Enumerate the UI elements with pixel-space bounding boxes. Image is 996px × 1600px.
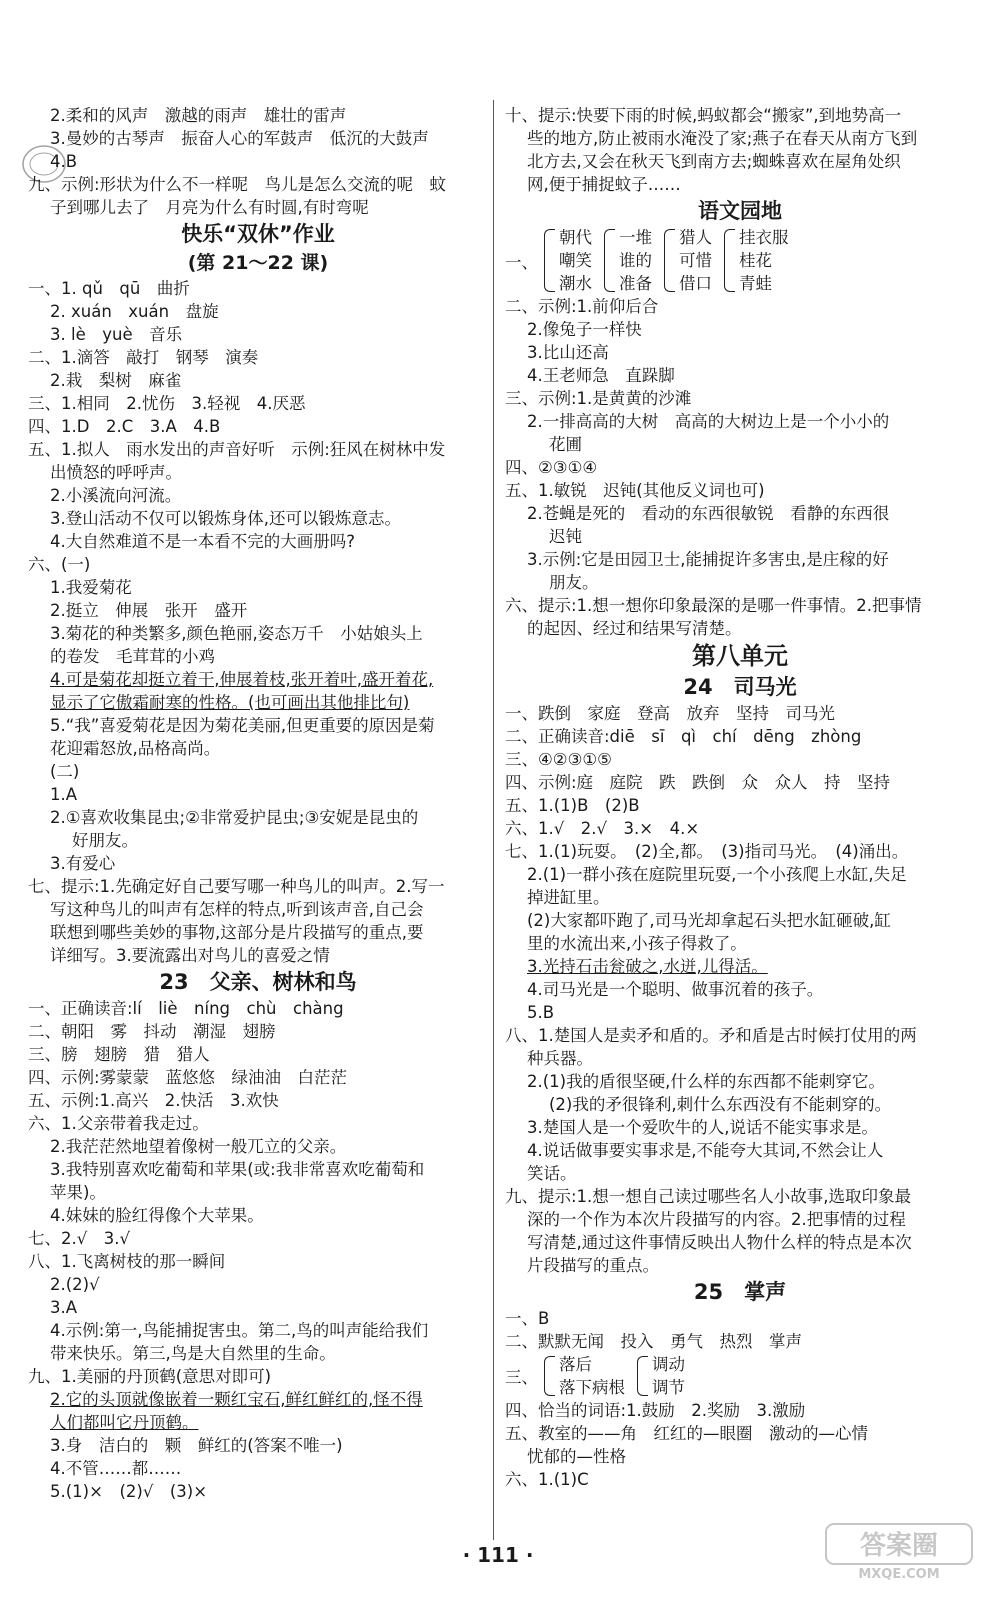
answer-line: 二、默默无闻 投入 勇气 热烈 掌声 [505,1332,802,1351]
watermark-logo-icon [824,1520,974,1582]
word-group-column [652,1353,685,1399]
answer-line: 种兵器。 [527,1049,593,1068]
group-word: 嘲笑 [559,251,592,270]
answer-line: 3.我特别喜欢吃葡萄和苹果(或:我非常喜欢吃葡萄和 [50,1160,425,1179]
answer-line: 2.挺立 伸展 张开 盛开 [50,601,248,620]
answer-line: 2.栽 梨树 麻雀 [50,371,182,390]
answer-line: 七、1.(1)玩耍。 (2)全,都。 (3)指司马光。 (4)涌出。 [505,842,909,861]
answer-line: 一、1. qǔ qū 曲折 [28,279,190,298]
answer-line: 2.①喜欢收集昆虫;②非常爱护昆虫;③安妮是昆虫的 [50,808,419,827]
answer-line: 显示了它傲霜耐寒的性格。(也可画出其他排比句) [50,693,410,712]
section-heading: 23 父亲、树林和鸟 [159,970,357,994]
answer-line: 四、②③①④ [505,458,598,477]
section-heading: 25 掌声 [693,1280,787,1304]
word-group [505,226,975,295]
word-group-column [559,1353,625,1399]
answer-line: 花圃 [549,435,582,454]
answer-line: 六、1.√ 2.√ 3.× 4.× [505,819,700,838]
answer-line: 三、④②③①⑤ [505,750,612,769]
watermark-url: MXQE.COM [858,1567,940,1582]
answer-line: 八、1.飞离树枝的那一瞬间 [28,1252,226,1271]
answer-line: 四、示例:雾蒙蒙 蓝悠悠 绿油油 白茫茫 [28,1068,348,1087]
answer-line: 一、B [505,1309,550,1328]
answer-line: 3.菊花的种类繁多,颜色艳丽,姿态万千 小姑娘头上 [50,624,423,643]
group-word: 挂衣服 [739,228,789,247]
left-column [28,104,488,1503]
section-heading: 24 司马光 [683,675,797,699]
group-word: 可惜 [679,251,712,270]
section-heading: (第 21～22 课) [187,252,329,274]
right-column [505,104,975,1491]
answer-line: 六、提示:1.想一想你印象最深的是哪一件事情。2.把事情 [505,596,922,615]
answer-line: 花迎霜怒放,品格高尚。 [50,739,221,758]
answer-line: 3.光持石击瓮破之,水迸,儿得活。 [527,957,768,976]
answer-line: 五、1.敏锐 迟钝(其他反义词也可) [505,481,765,500]
section-heading: 快乐“双休”作业 [181,222,335,246]
answer-line: 4.王老师急 直跺脚 [527,366,675,385]
answer-line: 北方去,又会在秋天飞到南方去;蜘蛛喜欢在屋角处织 [527,152,901,171]
answer-line: 的卷发 毛茸茸的小鸡 [50,647,215,666]
answer-line: 3. lè yuè 音乐 [50,325,183,344]
answer-line: 十、提示:快要下雨的时候,蚂蚁都会“搬家”,到地势高一 [505,106,902,125]
answer-line: 四、示例:庭 庭院 跌 跌倒 众 众人 持 坚持 [505,773,891,792]
unit-title: 第八单元 [692,642,788,670]
answer-line: 5.“我”喜爱菊花是因为菊花美丽,但更重要的原因是菊 [50,716,435,735]
group-word: 青蛙 [739,274,772,293]
answer-line: 迟钝 [549,527,582,546]
answer-line: 2.(1)一群小孩在庭院里玩耍,一个小孩爬上水缸,失足 [527,865,907,884]
answer-line: 3.有爱心 [50,854,116,873]
answer-line: 3.身 洁白的 颗 鲜红的(答案不唯一) [50,1436,343,1455]
answer-line: 3.登山活动不仅可以锻炼身体,还可以锻炼意志。 [50,509,401,528]
answer-line: 4.妹妹的脸红得像个大苹果。 [50,1206,264,1225]
watermark-text: 答案圈 [859,1531,939,1561]
brace-icon [664,229,675,292]
answer-line: 3.示例:它是田园卫士,能捕捉许多害虫,是庄稼的好 [527,550,889,569]
section-heading: 语文园地 [698,199,782,223]
answer-line: 写这种鸟儿的叫声有怎样的特点,听到该声音,自己会 [50,900,424,919]
answer-line: 五、教室的——角 红红的—眼圈 激动的—心情 [505,1424,868,1443]
word-group [505,1353,975,1399]
answer-line: 2.它的头顶就像嵌着一颗红宝石,鲜红鲜红的,怪不得 [50,1390,423,1409]
word-group-column [679,226,712,295]
answer-line: 3.曼妙的古琴声 振奋人心的军鼓声 低沉的大鼓声 [50,129,429,148]
answer-line: 3.比山还高 [527,343,609,362]
answer-line: 八、1.楚国人是卖矛和盾的。矛和盾是古时候打仗用的两 [505,1026,917,1045]
answer-line: 写清楚,通过这件事情反映出人物什么样的特点是本次 [527,1233,912,1252]
group-word: 朝代 [559,228,592,247]
answer-line: 3.楚国人是一个爱吹牛的人,说话不能实事求是。 [527,1118,878,1137]
answer-line: 5.B [527,1003,555,1022]
answer-line: 忧郁的—性格 [527,1447,626,1466]
group-word: 潮水 [559,274,592,293]
page-number: · 111 · [462,1543,534,1567]
answer-line: 4.示例:第一,鸟能捕捉害虫。第二,鸟的叫声能给我们 [50,1321,429,1340]
answer-line: 深的一个作为本次片段描写的内容。2.把事情的过程 [527,1210,906,1229]
group-word: 桂花 [739,251,772,270]
answer-line: 片段描写的重点。 [527,1256,659,1275]
group-word: 调节 [652,1378,685,1397]
group-word: 猎人 [679,228,712,247]
answer-line: 2.苍蝇是死的 看动的东西很敏锐 看静的东西很 [527,504,890,523]
brace-icon [604,229,615,292]
group-word: 准备 [619,274,652,293]
answer-line: 一、正确读音:lí liè níng chù chàng [28,999,344,1018]
answer-line: 四、1.D 2.C 3.A 4.B [28,417,221,436]
answer-line: 四、恰当的词语:1.鼓励 2.奖励 3.激励 [505,1401,806,1420]
answer-line: 2.我茫茫然地望着像树一般兀立的父亲。 [50,1137,347,1156]
brace-icon [544,229,555,292]
group-word: 落后 [559,1355,592,1374]
brace-icon [637,1356,648,1396]
word-group-column [739,226,789,295]
answer-line: 带来快乐。第三,鸟是大自然里的生命。 [50,1344,336,1363]
answer-line: 1.A [50,785,78,804]
answer-line: 详细写。3.要流露出对鸟儿的喜爱之情 [50,946,330,965]
answer-line: 网,便于捕捉蚊子…… [527,175,681,194]
answer-line: (2)我的矛很锋利,刺什么东西没有不能刺穿的。 [549,1095,892,1114]
word-group-column [619,226,652,295]
answer-line: 三、1.相同 2.忧伤 3.轻视 4.厌恶 [28,394,306,413]
column-divider [493,100,494,1540]
word-group-column [559,226,592,295]
answer-line: 4.司马光是一个聪明、做事沉着的孩子。 [527,980,824,999]
answer-line: 九、1.美丽的丹顶鹤(意思对即可) [28,1367,272,1386]
answer-line: 2.一排高高的大树 高高的大树边上是一个小小的 [527,412,890,431]
group-word: 落下病根 [559,1378,625,1397]
brace-icon [544,1356,555,1396]
group-word: 调动 [652,1355,685,1374]
answer-line: 七、2.√ 3.√ [28,1229,131,1248]
answer-line: 2.(1)我的盾很坚硬,什么样的东西都不能刺穿它。 [527,1072,885,1091]
answer-line: 掉进缸里。 [527,888,610,907]
answer-line: (2)大家都吓跑了,司马光却拿起石头把水缸砸破,缸 [527,911,891,930]
answer-line: 4.B [50,152,78,171]
answer-line: 4.可是菊花却挺立着干,伸展着枝,张开着叶,盛开着花, [50,670,434,689]
answer-line: 朋友。 [549,573,599,592]
group-word: 一堆 [619,228,652,247]
answer-line: 3.A [50,1298,78,1317]
answer-line: 三、示例:1.是黄黄的沙滩 [505,389,692,408]
answer-line: 的起因、经过和结果写清楚。 [527,619,742,638]
answer-line: 五、1.(1)B (2)B [505,796,640,815]
answer-line: 2.(2)√ [50,1275,100,1294]
answer-line: 六、(一) [28,555,91,574]
answer-line: 里的水流出来,小孩子得救了。 [527,934,747,953]
answer-line: 五、示例:1.高兴 2.快活 3.欢快 [28,1091,279,1110]
answer-line: 2.像兔子一样快 [527,320,642,339]
answer-line: 二、1.滴答 敲打 钢琴 演奏 [28,348,259,367]
group-prefix: 三、 [505,1368,538,1387]
answer-line: 人们都叫它丹顶鹤。 [50,1413,199,1432]
brace-icon [724,229,735,292]
answer-line: 笑话。 [527,1164,577,1183]
answer-line: 一、跌倒 家庭 登高 放弃 坚持 司马光 [505,704,835,723]
answer-line: (二) [50,762,80,781]
answer-line: 二、朝阳 雾 抖动 潮湿 翅膀 [28,1022,276,1041]
group-word: 借口 [679,274,712,293]
answer-line: 1.我爱菊花 [50,578,132,597]
answer-line: 五、1.拟人 雨水发出的声音好听 示例:狂风在树林中发 [28,440,446,459]
answer-line: 九、示例:形状为什么不一样呢 鸟儿是怎么交流的呢 蚊 [28,175,447,194]
answer-line: 出愤怒的呼呼声。 [50,463,182,482]
answer-line: 4.大自然难道不是一本看不完的大画册吗? [50,532,356,551]
answer-line: 苹果)。 [50,1183,106,1202]
answer-line: 4.不管……都…… [50,1459,182,1478]
group-word: 谁的 [619,251,652,270]
answer-line: 二、示例:1.前仰后合 [505,297,659,316]
answer-line: 4.说话做事要实事求是,不能夸大其词,不然会让人 [527,1141,884,1160]
answer-line: 子到哪儿去了 月亮为什么有时圆,有时弯呢 [50,198,369,217]
answer-line: 二、正确读音:diē sī qì chí dēng zhòng [505,727,862,746]
answer-line: 联想到哪些美妙的事物,这部分是片段描写的重点,要 [50,923,424,942]
group-prefix: 一、 [505,252,538,272]
answer-line: 六、1.父亲带着我走过。 [28,1114,209,1133]
answer-line: 些的地方,防止被雨水淹没了家;燕子在春天从南方飞到 [527,129,918,148]
answer-line: 好朋友。 [72,831,138,850]
answer-line: 2.柔和的风声 激越的雨声 雄壮的雷声 [50,106,347,125]
answer-line: 2.小溪流向河流。 [50,486,182,505]
answer-line: 六、1.(1)C [505,1470,589,1489]
answer-line: 七、提示:1.先确定好自己要写哪一种鸟儿的叫声。2.写一 [28,877,445,896]
answer-line: 2. xuán xuán 盘旋 [50,302,219,321]
answer-line: 九、提示:1.想一想自己读过哪些名人小故事,选取印象最 [505,1187,912,1206]
answer-line: 5.(1)× (2)√ (3)× [50,1482,208,1501]
answer-line: 三、膀 翅膀 猎 猎人 [28,1045,210,1064]
